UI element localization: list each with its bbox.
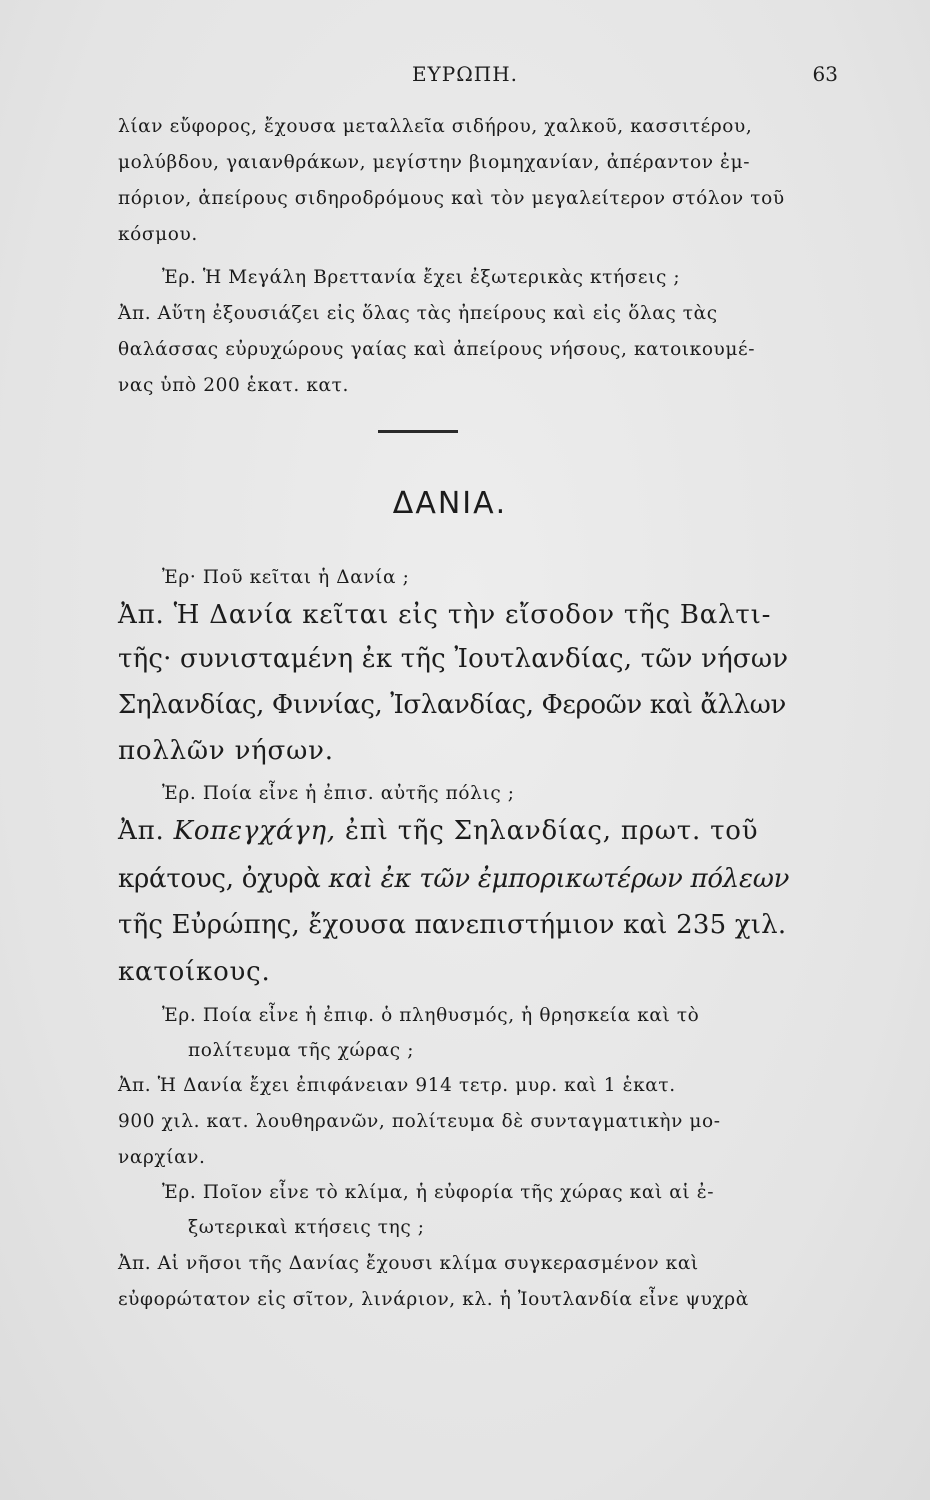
text-line: πολλῶν νήσων.	[118, 736, 334, 766]
running-head: ΕΥΡΩΠΗ.	[411, 62, 519, 86]
question-line: Ἐρ. Ποία εἶνε ἡ ἐπιφ. ὁ πληθυσμός, ἡ θρησκεία καὶ τὸ	[162, 1005, 700, 1026]
answer-line: Ἀπ. Ἡ Δανία ἔχει ἐπιφάνειαν 914 τετρ. μυρ. καὶ 1 ἑκατ.	[118, 1075, 676, 1096]
text-line: ξωτερικαὶ κτήσεις της ;	[188, 1217, 425, 1238]
text-line: κατοίκους.	[118, 957, 271, 987]
line-segment: κράτους,	[118, 864, 234, 894]
text-line: πόριον, ἀπείρους σιδηροδρόμους καὶ τὸν μεγαλείτερον στόλον τοῦ	[118, 188, 785, 209]
text-line: εὐφορώτατον εἰς σῖτον, λινάριον, κλ. ἡ Ἰουτλανδία εἶνε ψυχρὰ	[118, 1289, 749, 1310]
text-line: 900 χιλ. κατ. λουθηρανῶν, πολίτευμα δὲ συνταγματικὴν μο-	[118, 1111, 721, 1132]
question-line: Ἐρ. Ποία εἶνε ἡ ἐπισ. αὐτῆς πόλις ;	[162, 783, 515, 804]
answer-line: Ἀπ. Ἡ Δανία κεῖται εἰς τὴν εἴσοδον τῆς Βαλτι-	[118, 600, 772, 630]
question-line: Ἐρ. Ἡ Μεγάλη Βρεττανία ἔχει ἐξωτερικὰς κτήσεις ;	[162, 267, 681, 288]
text-line: λίαν εὔφορος, ἔχουσα μεταλλεῖα σιδήρου, χαλκοῦ, κασσιτέρου,	[118, 116, 753, 137]
answer-marker: Ἀπ.	[118, 816, 165, 846]
text-line: πολίτευμα τῆς χώρας ;	[188, 1040, 415, 1061]
line-segment: καὶ ἐκ τῶν ἐμπορικωτέρων πόλεων	[328, 864, 790, 894]
text-line: τῆς Εὐρώπης, ἔχουσα πανεπιστήμιον καὶ 235 χιλ.	[118, 910, 787, 940]
question-line: Ἐρ. Ποῖον εἶνε τὸ κλίμα, ἡ εὐφορία τῆς χώρας καὶ αἱ ἐ-	[162, 1182, 715, 1203]
city-name: Κοπεγχάγη,	[173, 816, 336, 846]
text-line: κόσμου.	[118, 224, 198, 245]
answer-line: Ἀπ. Αὕτη ἐξουσιάζει εἰς ὅλας τὰς ἠπείρους καὶ εἰς ὅλας τὰς	[118, 303, 718, 324]
answer-line: Ἀπ. Αἱ νῆσοι τῆς Δανίας ἔχουσι κλίμα συγκερασμένον καὶ	[118, 1253, 699, 1274]
section-title: ΔΑΝΙΑ.	[392, 486, 508, 521]
page-header	[0, 62, 930, 92]
text-line: θαλάσσας εὐρυχώρους γαίας καὶ ἀπείρους νήσους, κατοικουμέ-	[118, 339, 756, 360]
question-line: Ἐρ· Ποῦ κεῖται ἡ Δανία ;	[162, 567, 410, 588]
text-line	[118, 864, 789, 894]
answer-text: ἐπὶ τῆς Σηλανδίας, πρωτ. τοῦ	[345, 816, 759, 846]
text-line: ναρχίαν.	[118, 1147, 206, 1168]
text-line: Σηλανδίας, Φιννίας, Ἰσλανδίας, Φεροῶν καὶ ἄλλων	[118, 690, 786, 720]
text-line: μολύβδου, γαιανθράκων, μεγίστην βιομηχανίαν, ἀπέραντον ἐμ-	[118, 152, 751, 173]
answer-line	[118, 816, 758, 846]
text-line: νας ὑπὸ 200 ἑκατ. κατ.	[118, 375, 349, 396]
text-line: τῆς· συνισταμένη ἐκ τῆς Ἰουτλανδίας, τῶν νήσων	[118, 644, 789, 674]
section-divider	[378, 430, 458, 433]
line-segment: ὀχυρὰ	[241, 864, 321, 894]
page-number: 63	[812, 62, 838, 86]
